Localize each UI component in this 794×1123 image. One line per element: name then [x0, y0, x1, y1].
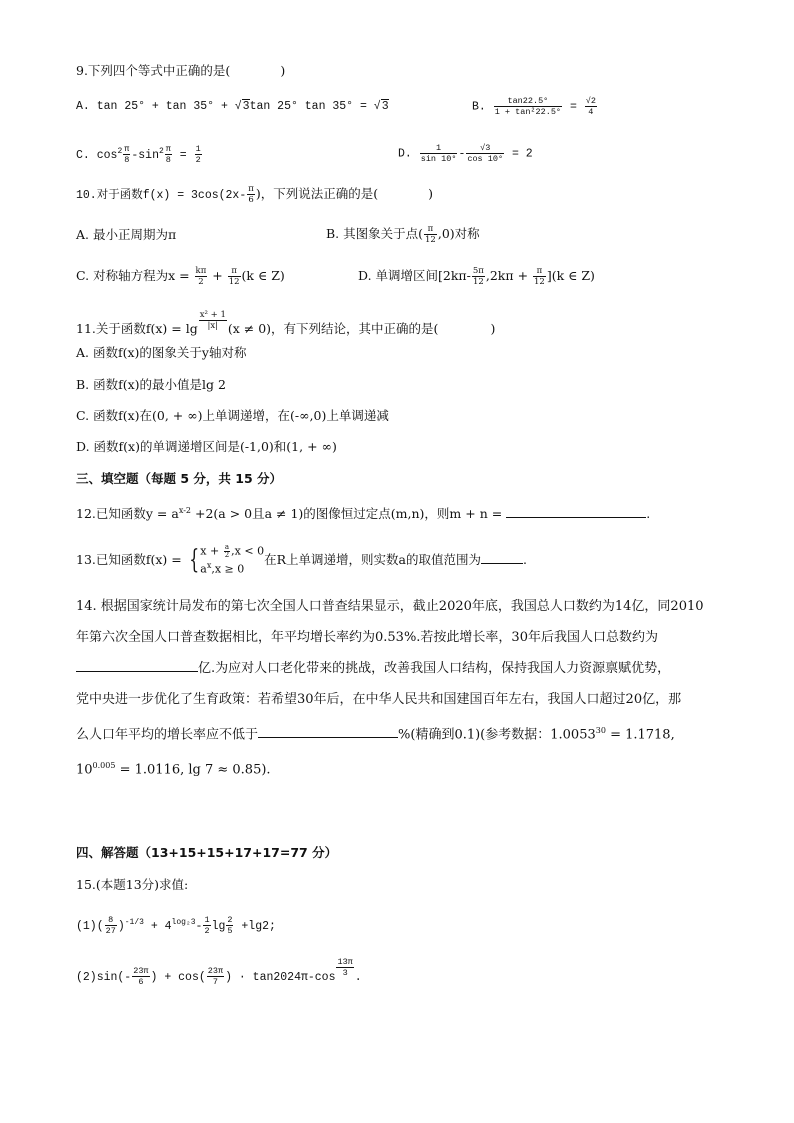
q9-option-d: D. $\frac{1}{\sin 10^\circ}$ - $\frac{√3}{\cos 10^\circ}$ = 2	[398, 143, 533, 164]
q9-option-b: B. $\frac{\tan 22.5^\circ}{\text{1 + tan²22.5°}}$ = $\frac{√2}{4}$	[472, 96, 596, 117]
answer-blank[interactable]	[76, 658, 198, 672]
answer-blank[interactable]	[506, 504, 646, 518]
q11-option-b: B. 函数f(x)的最小值是lg 2	[76, 377, 226, 392]
q10-option-c: C. 对称轴方程为x = $\frac{k\pi}{2}$ + $\frac{\pi}{12}$ (k ∈ Z)	[76, 266, 285, 287]
q15-stem: 15.(本题13分)求值:	[76, 877, 189, 892]
section-heading-solve: 四、解答题（13+15+15+17+17=77 分）	[76, 845, 338, 860]
q13: 13.已知函数f(x) = { x + $\frac{a}{2}$ ,x < 0 $a^x,x \ge 0$ 在R上单调递增，则实数a的取值范围为 .	[76, 543, 527, 576]
answer-blank[interactable]	[258, 724, 398, 738]
q14: 14. 根据国家统计局发布的第七次全国人口普查结果显示，截止2020年底，我国总人口数约为14亿，同2010 年第六次全国人口普查数据相比，年平均增长率约为0.53%.若按此增长率，30年后我国人口总数约为 亿.为应对人口老化带来的挑战，改善我国人口结构，保持我国人力资源禀赋优势， 党中央进一步优化了生育政策：若希望30年后，在中华人民共和国建国百年左右，我国人口超过20亿，那 么人口年平均的增长率应不低于 %(精确到0.1)(参考数据：$1.0053^{30} = 1.1718$, $10^{0.005} = 1.0116$, lg 7 ≈ 0.85).	[76, 599, 704, 778]
answer-blank[interactable]	[481, 550, 523, 564]
q11-option-a: A. 函数f(x)的图象关于y轴对称	[76, 345, 247, 360]
q10-option-a: A. 最小正周期为π	[76, 227, 177, 242]
section-heading-fill-blank: 三、填空题（每题 5 分，共 15 分）	[76, 471, 283, 486]
q15-part2: (2)sin(- $\frac{23\pi}{6}$ ) + cos( $\frac{23\pi}{7}$ ) · tan2024π-cos $^{\frac{13\pi}{3}}$ .	[76, 957, 362, 988]
q9-stem: 9.下列四个等式中正确的是( )	[76, 63, 286, 78]
q10-option-b: B. 其图象关于点( $\frac{\pi}{12}$ ,0)对称	[326, 224, 480, 245]
fraction: $\frac{\tan 22.5^\circ}{\text{1 + tan²22.5°}}$	[494, 96, 562, 117]
q12: 12.已知函数$y = a^{x-2} +2(a > 0$且a ≠ 1)的图像恒过定点(m,n)，则m + n = .	[76, 506, 651, 522]
q9-option-c: C. $\cos^2$ $\frac{\pi}{8}$ $-\sin^2$ $\frac{\pi}{8}$ = $\frac{1}{2}$	[76, 144, 201, 166]
q9-option-a: A. tan 25° + tan 35° + √3tan 25° tan 35° = √3	[76, 100, 389, 113]
q15-part1: (1)( $\frac{8}{27}$ )$^{-1/3} + 4^{log_23}-$ $\frac{1}{2}$ lg $\frac{2}{5}$ +lg2;	[76, 915, 276, 937]
q11-option-d: D. 函数f(x)的单调递增区间是(-1,0)和(1, + ∞)	[76, 439, 337, 454]
piecewise-cases: x + $\frac{a}{2}$ ,x < 0 $a^x,x \ge 0$	[200, 543, 265, 576]
q10-option-d: D. 单调增区间[2kπ- $\frac{5\pi}{12}$ ,2kπ + $\frac{\pi}{12}$ ](k ∈ Z)	[358, 266, 595, 287]
q11-option-c: C. 函数f(x)在(0, + ∞)上单调递增，在(-∞,0)上单调递减	[76, 408, 389, 423]
fraction: $\frac{√2}{4}$	[585, 96, 596, 117]
q10-stem: 10.对于函数f(x) = 3cos(2x- $\frac{\pi}{6}$ )，下列说法正确的是( )	[76, 184, 433, 205]
q11-stem: 11.关于函数f(x) = lg $\frac{\text{x² + 1}}{|x|}$ (x ≠ 0)，有下列结论，其中正确的是( )	[76, 310, 496, 337]
